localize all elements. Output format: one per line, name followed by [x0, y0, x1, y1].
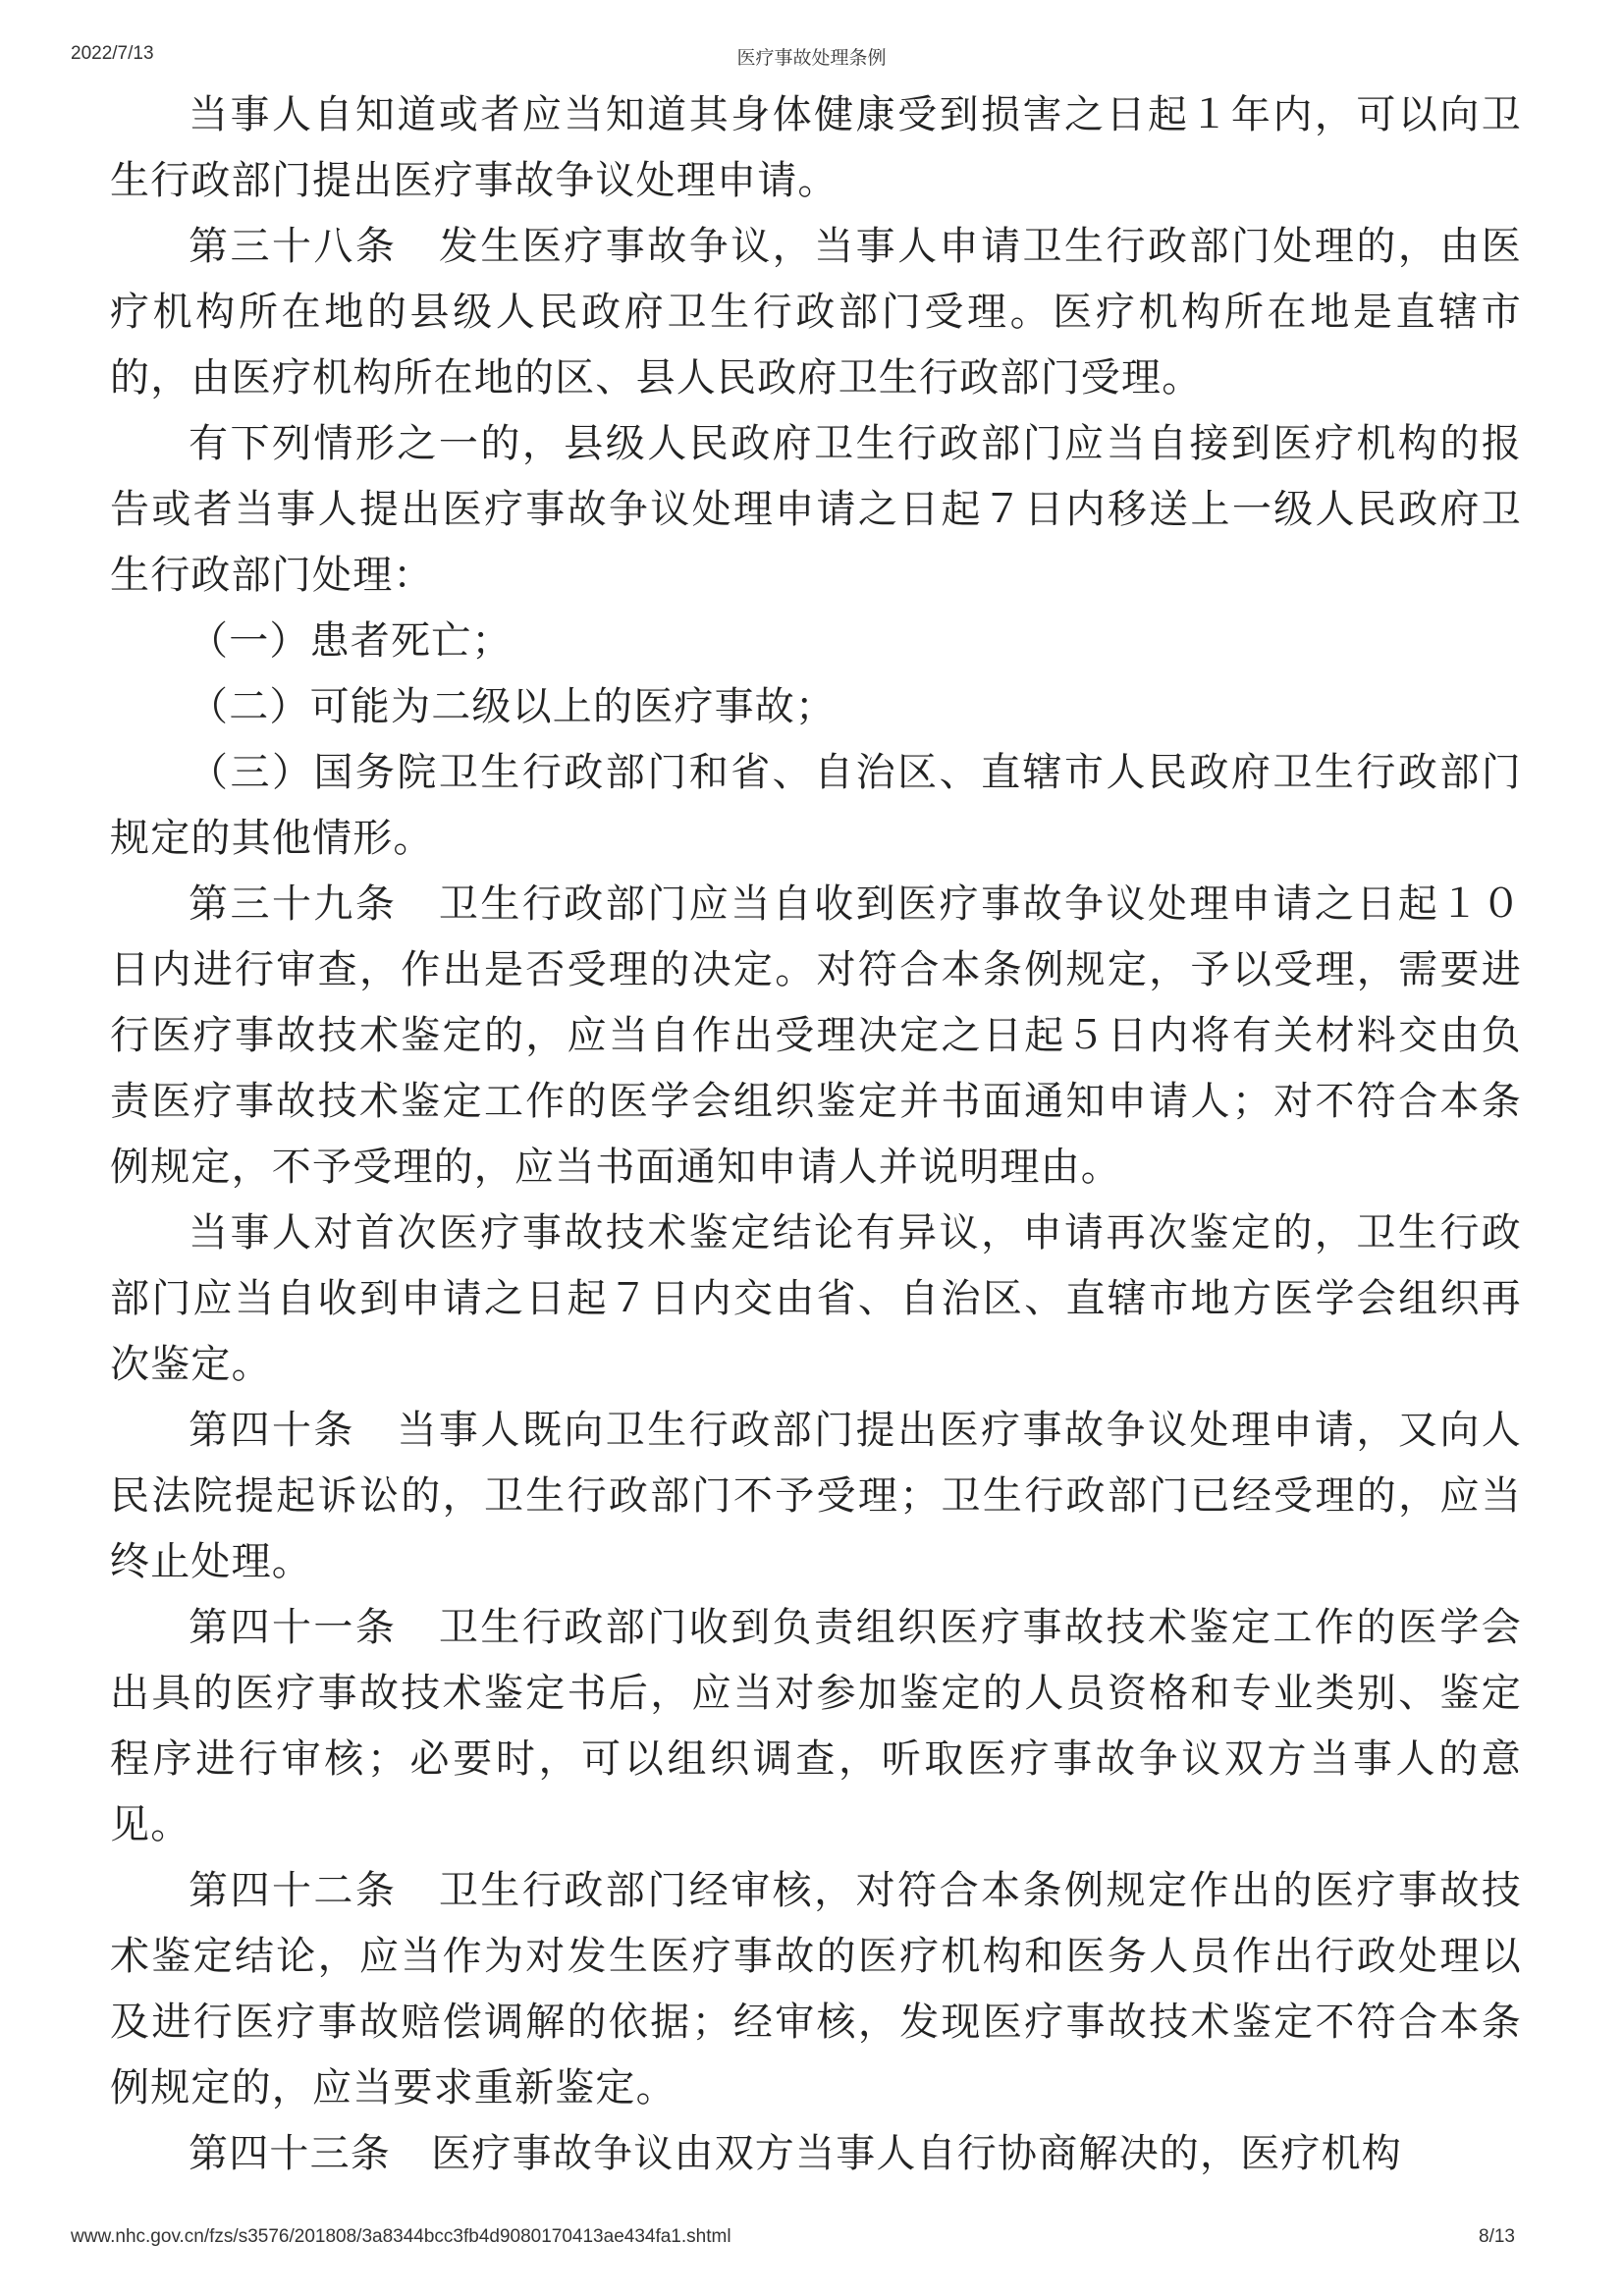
list-item-condition-2: （二）可能为二级以上的医疗事故； — [189, 684, 837, 729]
paragraph-article-41: 第四十一条 卫生行政部门收到负责组织医疗事故技术鉴定工作的医学会出具的医疗事故技术鉴定书后，应当对参加鉴定的人员资格和专业类别、鉴定程序进行审核；必要时，可以组织调查，听取医疗事故争议双方当事人的意见。 — [110, 1605, 1522, 1847]
paragraph-application-deadline: 当事人自知道或者应当知道其身体健康受到损害之日起１年内，可以向卫生行政部门提出医疗事故争议处理申请。 — [110, 92, 1522, 203]
list-item-condition-3: （三）国务院卫生行政部门和省、自治区、直辖市人民政府卫生行政部门规定的其他情形。 — [110, 750, 1522, 861]
print-header-date: 2022/7/13 — [71, 43, 154, 64]
print-footer — [71, 2226, 1552, 2256]
paragraph-re-appraisal: 当事人对首次医疗事故技术鉴定结论有异议，申请再次鉴定的，卫生行政部门应当自收到申请之日起７日内交由省、自治区、直辖市地方医学会组织再次鉴定。 — [110, 1210, 1522, 1387]
list-item-condition-1: （一）患者死亡； — [189, 618, 513, 664]
print-header-title: 医疗事故处理条例 — [736, 48, 887, 69]
paragraph-article-42: 第四十二条 卫生行政部门经审核，对符合本条例规定作出的医疗事故技术鉴定结论，应当作为对发生医疗事故的医疗机构和医务人员作出行政处理以及进行医疗事故赔偿调解的依据；经审核，发现医疗事故技术鉴定不符合本条例规定的，应当要求重新鉴定。 — [110, 1868, 1522, 2110]
paragraph-article-40: 第四十条 当事人既向卫生行政部门提出医疗事故争议处理申请，又向人民法院提起诉讼的，卫生行政部门不予受理；卫生行政部门已经受理的，应当终止处理。 — [110, 1408, 1522, 1584]
paragraph-article-39: 第三十九条 卫生行政部门应当自收到医疗事故争议处理申请之日起１０日内进行审查，作出是否受理的决定。对符合本条例规定，予以受理，需要进行医疗事故技术鉴定的，应当自作出受理决定之日起５日内将有关材料交由负责医疗事故技术鉴定工作的医学会组织鉴定并书面通知申请人；对不符合本条例规定，不予受理的，应当书面通知申请人并说明理由。 — [110, 881, 1522, 1190]
print-footer-page-number: 8/13 — [1479, 2226, 1515, 2247]
paragraph-transfer-conditions: 有下列情形之一的，县级人民政府卫生行政部门应当自接到医疗机构的报告或者当事人提出医疗事故争议处理申请之日起７日内移送上一级人民政府卫生行政部门处理： — [110, 421, 1522, 598]
article-body — [110, 82, 1522, 2187]
paragraph-article-38: 第三十八条 发生医疗事故争议，当事人申请卫生行政部门处理的，由医疗机构所在地的县级人民政府卫生行政部门受理。医疗机构所在地是直辖市的，由医疗机构所在地的区、县人民政府卫生行政部门受理。 — [110, 224, 1522, 400]
print-header — [71, 43, 1552, 73]
paragraph-article-43: 第四十三条 医疗事故争议由双方当事人自行协商解决的，医疗机构 — [189, 2131, 1402, 2176]
print-footer-url: www.nhc.gov.cn/fzs/s3576/201808/3a8344bcc3fb4d9080170413ae434fa1.shtml — [71, 2226, 731, 2247]
